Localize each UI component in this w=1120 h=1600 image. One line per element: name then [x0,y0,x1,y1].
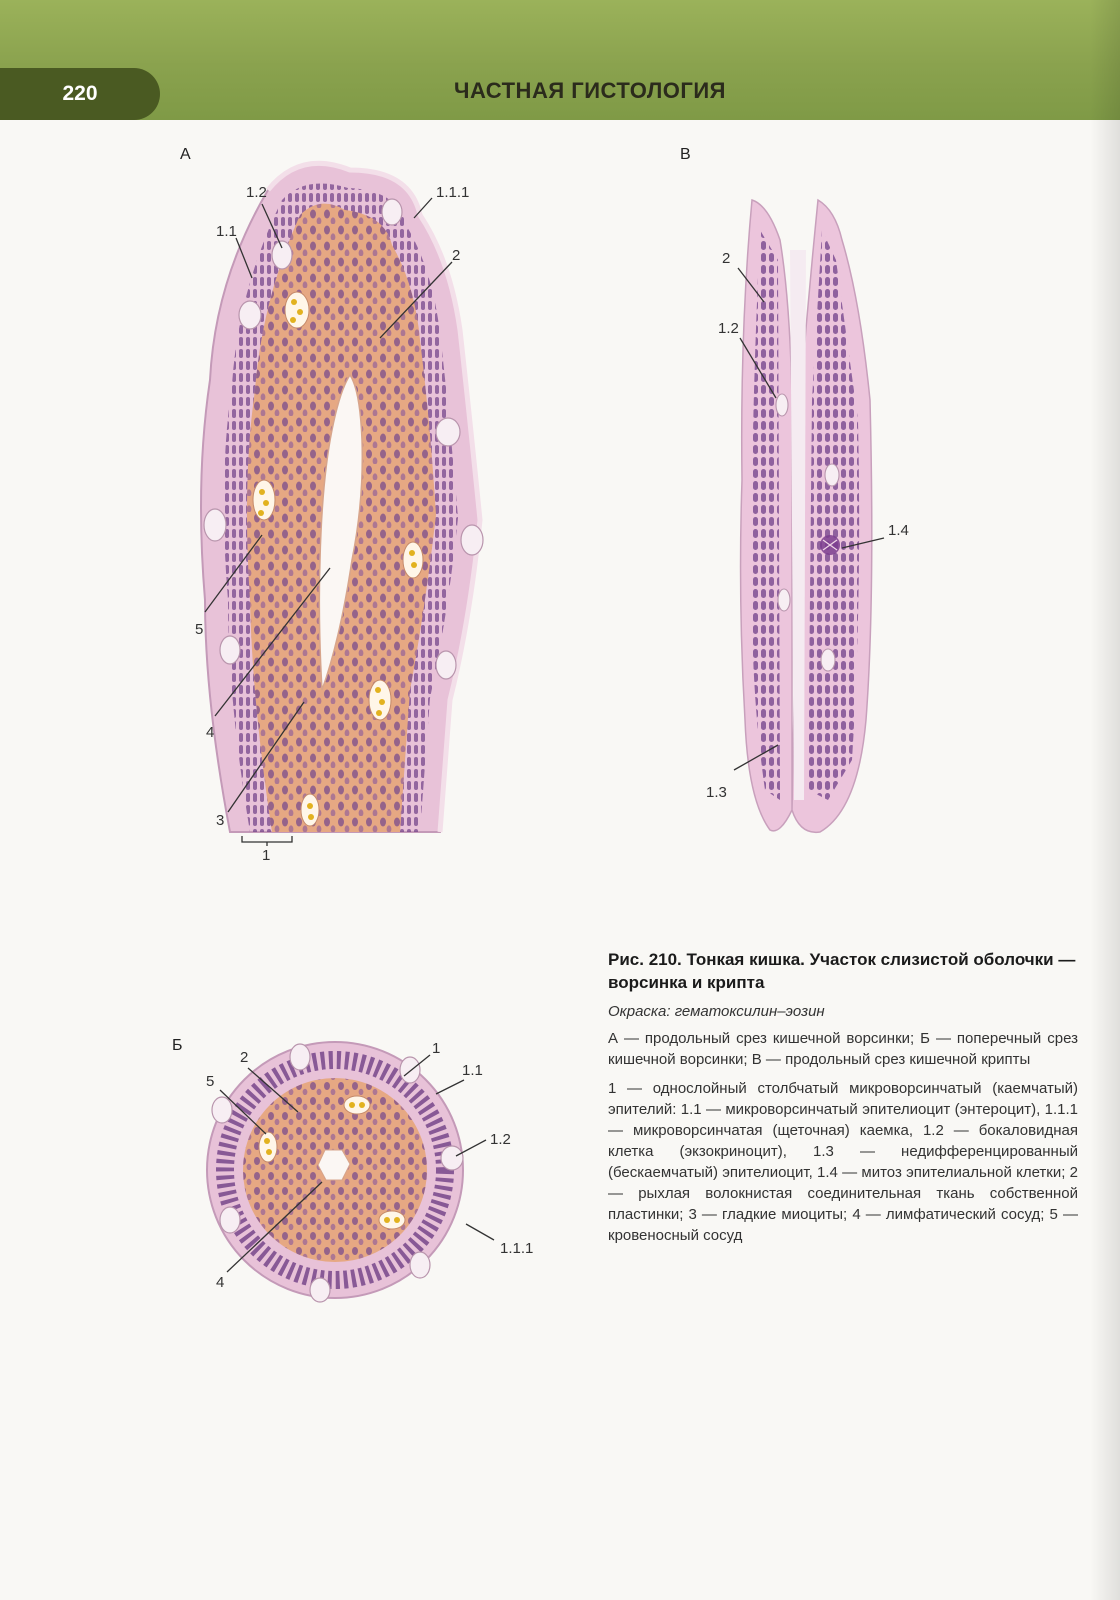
figure-b [160,1030,560,1320]
label-a-1-1: 1.1 [216,223,237,240]
panel-letter-a: А [180,146,191,163]
label-a-2: 2 [452,247,461,264]
label-b-5: 5 [206,1073,215,1090]
label-b-4: 4 [216,1274,225,1291]
label-b-1: 1 [432,1040,441,1057]
running-header-title: ЧАСТНАЯ ГИСТОЛОГИЯ [453,78,726,103]
caption-title: Рис. 210. Тонкая кишка. Участок слизистой оболочки — ворсинка и крипта [608,950,1076,992]
label-a-1-1-1: 1.1.1 [436,184,470,201]
figure-v [670,140,930,860]
label-a-1: 1 [262,847,271,864]
label-a-1-2: 1.2 [246,184,267,201]
label-b-1-1: 1.1 [462,1062,483,1079]
figure-a [170,140,510,880]
panel-letter-b: Б [172,1037,183,1054]
label-b-1-1-1: 1.1.1 [500,1240,534,1257]
label-a-5: 5 [195,621,204,638]
panel-letter-v: В [680,146,691,163]
label-v-1-4: 1.4 [888,522,909,539]
label-a-4: 4 [206,724,215,741]
label-v-1-2: 1.2 [718,320,739,337]
label-b-1-2: 1.2 [490,1131,511,1148]
caption-legend: 1 — однослойный столбчатый микроворсинчатый (каемчатый) эпителий: 1.1 — микроворсинчатый эпителиоцит (энтероцит), 1.1.1 — микроворсинчатая (щеточная) каемка, 1.2 — бокаловидная клетка (экзокриноцит), 1.3 — недифференцированный (бескаемчатый) эпителиоцит, 1.4 — митоз эпителиальной клетки; 2 — рыхлая волокнистая соединительная ткань собственной пластинки; 3 — гладкие миоциты; 4 — лимфатический сосуд; 5 — кровеносный сосуд [608,1080,1078,1244]
label-v-1-3: 1.3 [706,784,727,801]
page-edge-shadow [1090,0,1120,1600]
label-b-2: 2 [240,1049,249,1066]
page-number: 220 [0,68,160,120]
label-v-2: 2 [722,250,731,267]
caption-description: А — продольный срез кишечной ворсинки; Б — поперечный срез кишечной ворсинки; В — продольный срез кишечной крипты [608,1030,1078,1068]
caption-stain: Окраска: гематоксилин–эозин [608,1003,825,1020]
figure-caption [608,948,1078,1254]
label-a-3: 3 [216,812,225,829]
